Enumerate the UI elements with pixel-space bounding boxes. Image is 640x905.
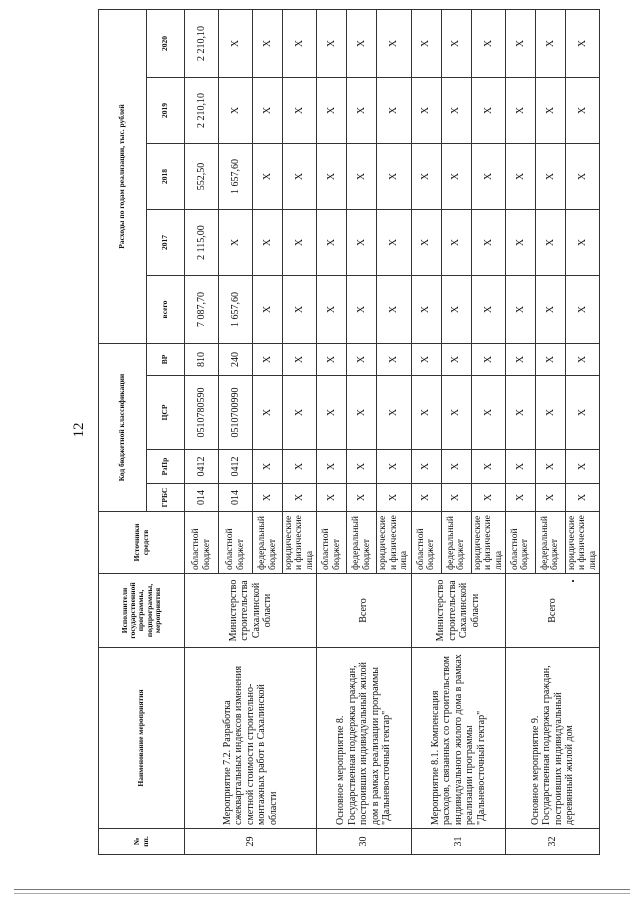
y2017-cell: X xyxy=(219,210,253,276)
grbs-cell: X xyxy=(535,484,565,512)
header-2019: 2019 xyxy=(147,78,185,144)
header-total: всего xyxy=(147,276,185,344)
source-cell: областной бюджет xyxy=(185,512,219,574)
header-vr: ВР xyxy=(147,344,185,376)
csr-cell: 0510700990 xyxy=(219,376,253,450)
table-row xyxy=(317,10,347,855)
activity-name: Мероприятие 7.2. Разработка сжеквартальных индексов изменения сметной стоимости строительно-монтажных работ в Сахалинской области xyxy=(185,648,317,829)
grbs-cell: X xyxy=(505,484,535,512)
csr-cell: X xyxy=(411,376,441,450)
table-body xyxy=(185,10,600,855)
y2020-cell: X xyxy=(219,10,253,78)
total-cell: X xyxy=(535,276,565,344)
y2017-cell: X xyxy=(317,210,347,276)
grbs-cell: 014 xyxy=(185,484,219,512)
y2020-cell: X xyxy=(253,10,283,78)
grbs-cell: X xyxy=(317,484,347,512)
rzpr-cell: X xyxy=(377,450,411,484)
total-cell: X xyxy=(283,276,317,344)
source-cell: областной бюджет xyxy=(505,512,535,574)
header-source: Источники средств xyxy=(99,512,185,574)
csr-cell: X xyxy=(471,376,505,450)
page-number: 12 xyxy=(71,422,87,438)
source-cell: юридические и физические лица xyxy=(377,512,411,574)
grbs-cell: X xyxy=(411,484,441,512)
scan-edge-line xyxy=(14,889,630,890)
header-2018: 2018 xyxy=(147,144,185,210)
total-cell: 7 087,70 xyxy=(185,276,219,344)
y2019-cell: X xyxy=(219,78,253,144)
y2018-cell: X xyxy=(317,144,347,210)
y2020-cell: X xyxy=(441,10,471,78)
total-cell: X xyxy=(441,276,471,344)
csr-cell: X xyxy=(441,376,471,450)
row-number: 29 xyxy=(185,829,317,855)
y2020-cell: X xyxy=(411,10,441,78)
total-cell: X xyxy=(471,276,505,344)
csr-cell: X xyxy=(505,376,535,450)
y2020-cell: X xyxy=(565,10,599,78)
y2017-cell: X xyxy=(377,210,411,276)
total-cell: X xyxy=(377,276,411,344)
y2019-cell: X xyxy=(471,78,505,144)
source-cell: федеральный бюджет xyxy=(441,512,471,574)
csr-cell: X xyxy=(377,376,411,450)
y2020-cell: X xyxy=(283,10,317,78)
header-name: Наименование мероприятия xyxy=(99,648,185,829)
csr-cell: X xyxy=(283,376,317,450)
vr-cell: X xyxy=(253,344,283,376)
y2018-cell: X xyxy=(377,144,411,210)
vr-cell: X xyxy=(505,344,535,376)
activity-name: Основное мероприятие 9. Государственная поддержка граждан, построивших индивидуальный деревянный жилой дом xyxy=(505,648,599,829)
rzpr-cell: 0412 xyxy=(185,450,219,484)
total-cell: X xyxy=(347,276,377,344)
row-number: 30 xyxy=(317,829,411,855)
y2018-cell: X xyxy=(505,144,535,210)
y2018-cell: X xyxy=(253,144,283,210)
header-rzpr: РзПр xyxy=(147,450,185,484)
y2019-cell: X xyxy=(535,78,565,144)
source-cell: федеральный бюджет xyxy=(347,512,377,574)
source-cell: юридические и физические лица xyxy=(471,512,505,574)
y2018-cell: X xyxy=(535,144,565,210)
rzpr-cell: X xyxy=(565,450,599,484)
y2017-cell: 2 115,00 xyxy=(185,210,219,276)
source-cell: областной бюджет xyxy=(411,512,441,574)
vr-cell: X xyxy=(471,344,505,376)
executor-cell: Министерство строительства Сахалинской области xyxy=(411,574,505,648)
row-number: 31 xyxy=(411,829,505,855)
y2017-cell: X xyxy=(411,210,441,276)
y2017-cell: X xyxy=(471,210,505,276)
y2018-cell: X xyxy=(283,144,317,210)
y2020-cell: X xyxy=(505,10,535,78)
y2019-cell: X xyxy=(565,78,599,144)
y2020-cell: X xyxy=(317,10,347,78)
rzpr-cell: X xyxy=(253,450,283,484)
header-budget-code: Код бюджетной классификации xyxy=(99,344,147,512)
y2020-cell: X xyxy=(535,10,565,78)
executor-cell: Всего xyxy=(505,574,599,648)
source-cell: юридические и физические лица xyxy=(565,512,599,574)
y2018-cell: X xyxy=(471,144,505,210)
header-grbs: ГРБС xyxy=(147,484,185,512)
y2019-cell: X xyxy=(347,78,377,144)
source-cell: федеральный бюджет xyxy=(253,512,283,574)
rzpr-cell: X xyxy=(411,450,441,484)
y2017-cell: X xyxy=(441,210,471,276)
rotated-page xyxy=(98,10,598,855)
activity-name: Основное мероприятие 8. Государственная поддержка граждан, построивших индивидуальный жилой дом в рамках реализации программы "Дальневосточный гектар" xyxy=(317,648,411,829)
grbs-cell: X xyxy=(253,484,283,512)
table-row xyxy=(185,10,219,855)
rzpr-cell: 0412 xyxy=(219,450,253,484)
executor-cell: Министерство строительства Сахалинской области xyxy=(185,574,317,648)
grbs-cell: X xyxy=(347,484,377,512)
vr-cell: X xyxy=(347,344,377,376)
source-cell: федеральный бюджет xyxy=(535,512,565,574)
vr-cell: 810 xyxy=(185,344,219,376)
csr-cell: X xyxy=(317,376,347,450)
y2019-cell: X xyxy=(411,78,441,144)
y2017-cell: X xyxy=(283,210,317,276)
csr-cell: X xyxy=(565,376,599,450)
y2018-cell: X xyxy=(411,144,441,210)
header-executor: Исполнители государственной программы, подпрограммы, мероприятия xyxy=(99,574,185,648)
total-cell: X xyxy=(505,276,535,344)
total-cell: X xyxy=(565,276,599,344)
vr-cell: X xyxy=(535,344,565,376)
total-cell: X xyxy=(411,276,441,344)
y2020-cell: X xyxy=(377,10,411,78)
rzpr-cell: X xyxy=(283,450,317,484)
header-expenses: Расходы по годам реализации, тыс. рублей xyxy=(99,10,147,344)
rzpr-cell: X xyxy=(471,450,505,484)
y2018-cell: X xyxy=(565,144,599,210)
rzpr-cell: X xyxy=(347,450,377,484)
y2019-cell: X xyxy=(505,78,535,144)
vr-cell: X xyxy=(411,344,441,376)
vr-cell: X xyxy=(377,344,411,376)
y2019-cell: X xyxy=(377,78,411,144)
source-cell: областной бюджет xyxy=(219,512,253,574)
y2017-cell: X xyxy=(535,210,565,276)
y2019-cell: X xyxy=(317,78,347,144)
y2020-cell: X xyxy=(471,10,505,78)
table-row xyxy=(505,10,535,855)
csr-cell: X xyxy=(347,376,377,450)
y2019-cell: X xyxy=(441,78,471,144)
header-csr: ЦСР xyxy=(147,376,185,450)
grbs-cell: X xyxy=(565,484,599,512)
y2018-cell: 552,50 xyxy=(185,144,219,210)
source-cell: юридические и физические лица xyxy=(283,512,317,574)
y2019-cell: 2 210,10 xyxy=(185,78,219,144)
y2018-cell: X xyxy=(441,144,471,210)
table-row xyxy=(411,10,441,855)
header-num: № пп. xyxy=(99,829,185,855)
y2020-cell: 2 210,10 xyxy=(185,10,219,78)
y2017-cell: X xyxy=(565,210,599,276)
grbs-cell: 014 xyxy=(219,484,253,512)
y2019-cell: X xyxy=(253,78,283,144)
y2017-cell: X xyxy=(505,210,535,276)
header-2017: 2017 xyxy=(147,210,185,276)
rzpr-cell: X xyxy=(505,450,535,484)
grbs-cell: X xyxy=(283,484,317,512)
scan-edge-line-2 xyxy=(14,893,630,894)
vr-cell: X xyxy=(317,344,347,376)
rzpr-cell: X xyxy=(535,450,565,484)
y2018-cell: 1 657,60 xyxy=(219,144,253,210)
budget-table xyxy=(98,9,600,855)
scan-speck xyxy=(572,580,574,582)
row-number: 32 xyxy=(505,829,599,855)
y2017-cell: X xyxy=(347,210,377,276)
rzpr-cell: X xyxy=(441,450,471,484)
total-cell: X xyxy=(253,276,283,344)
csr-cell: X xyxy=(535,376,565,450)
y2020-cell: X xyxy=(347,10,377,78)
vr-cell: X xyxy=(283,344,317,376)
y2017-cell: X xyxy=(253,210,283,276)
y2018-cell: X xyxy=(347,144,377,210)
total-cell: 1 657,60 xyxy=(219,276,253,344)
total-cell: X xyxy=(317,276,347,344)
vr-cell: 240 xyxy=(219,344,253,376)
grbs-cell: X xyxy=(441,484,471,512)
activity-name: Мероприятие 8.1. Компенсация расходов, связанных со строительством индивидуального жилого дома в рамках реализации программы "Дальневосточный гектар" xyxy=(411,648,505,829)
y2019-cell: X xyxy=(283,78,317,144)
csr-cell: 0510780590 xyxy=(185,376,219,450)
executor-cell: Всего xyxy=(317,574,411,648)
vr-cell: X xyxy=(441,344,471,376)
csr-cell: X xyxy=(253,376,283,450)
grbs-cell: X xyxy=(471,484,505,512)
rzpr-cell: X xyxy=(317,450,347,484)
source-cell: областной бюджет xyxy=(317,512,347,574)
vr-cell: X xyxy=(565,344,599,376)
grbs-cell: X xyxy=(377,484,411,512)
header-2020: 2020 xyxy=(147,10,185,78)
